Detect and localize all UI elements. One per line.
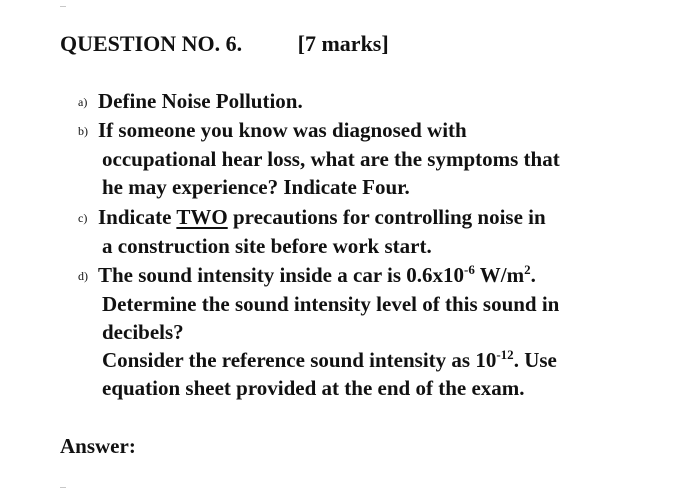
item-c-line1-post: precautions for controlling noise in	[227, 205, 546, 229]
bottom-edge-mark	[60, 487, 66, 488]
item-b-line1: If someone you know was diagnosed with	[98, 118, 467, 142]
top-edge-mark	[60, 6, 66, 7]
item-b-line2: occupational hear loss, what are the symptoms that	[102, 147, 560, 171]
question-item-d	[78, 261, 559, 402]
item-d-line2: Determine the sound intensity level of this sound in	[102, 292, 560, 316]
answer-label: Answer:	[60, 434, 136, 458]
item-d-exponent-2: 2	[524, 262, 531, 277]
item-d-line3: decibels?	[102, 320, 184, 344]
item-d-line1-post: .	[530, 263, 536, 287]
item-d-exponent-1: -6	[464, 262, 475, 277]
item-d-exponent-3: -12	[496, 347, 514, 362]
item-d-line5: equation sheet provided at the end of the exam.	[102, 376, 525, 400]
item-letter-a: a)	[78, 95, 88, 109]
item-letter-b: b)	[78, 124, 88, 138]
item-letter-d: d)	[78, 269, 88, 283]
question-marks: [7 marks]	[297, 31, 389, 56]
question-item-a	[78, 87, 303, 116]
question-header	[60, 31, 389, 57]
question-item-c	[78, 203, 546, 260]
item-d-line4-post: . Use	[513, 348, 557, 372]
item-d-line1-pre: The sound intensity inside a car is 0.6x10	[98, 263, 465, 287]
question-title: QUESTION NO. 6.	[60, 31, 243, 56]
item-letter-c: c)	[78, 211, 88, 225]
item-c-underlined-word: TWO	[176, 205, 228, 229]
item-b-line3: he may experience? Indicate Four.	[102, 175, 410, 199]
question-item-b	[78, 116, 560, 201]
item-a-text: Define Noise Pollution.	[98, 89, 303, 113]
item-d-line1-mid: W/m	[474, 263, 525, 287]
item-c-line2: a construction site before work start.	[102, 234, 432, 258]
item-c-line1-pre: Indicate	[98, 205, 177, 229]
item-d-line4-pre: Consider the reference sound intensity as 10	[102, 348, 497, 372]
